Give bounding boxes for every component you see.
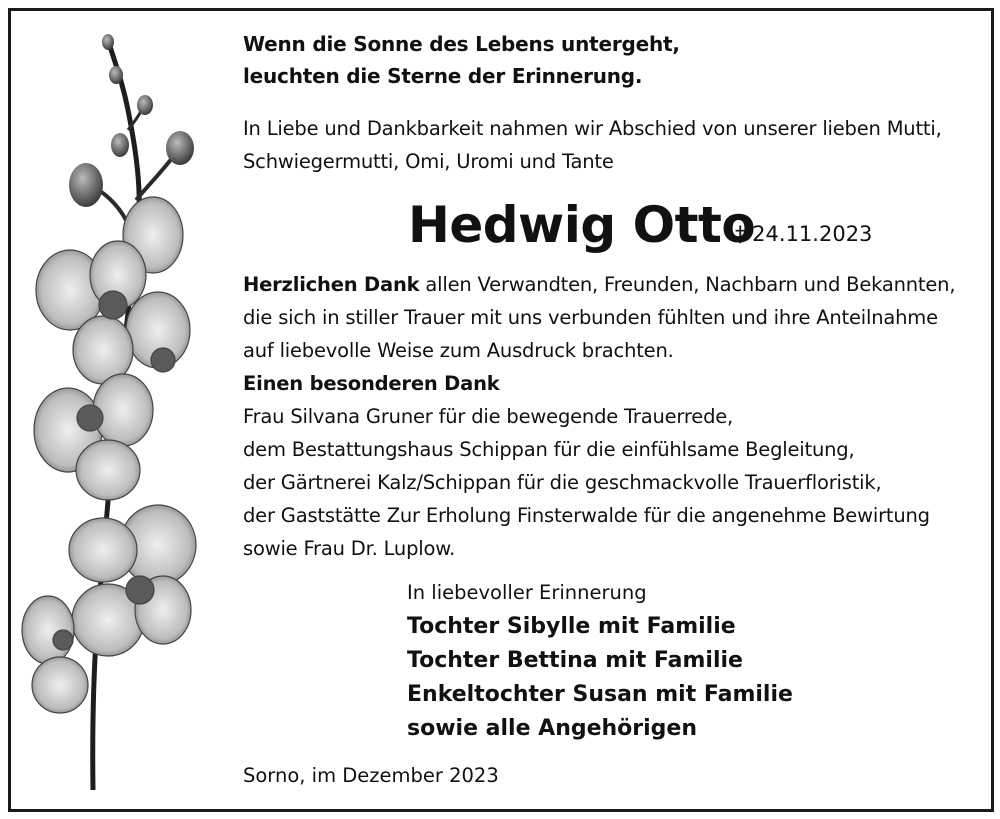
thanks-lead: Herzlichen Dank <box>243 273 420 296</box>
thanks-rest: allen Verwandten, Freunden, Nachbarn und Bekannten, <box>419 273 956 296</box>
thanks-line: auf liebevolle Weise zum Ausdruck brachten. <box>243 339 674 362</box>
orchid-illustration <box>8 30 208 790</box>
signature-lead: In liebevoller Erinnerung <box>407 581 647 604</box>
family-line: Tochter Sibylle mit Familie <box>407 614 736 639</box>
motto-line: leuchten die Sterne der Erinnerung. <box>243 64 643 88</box>
special-thanks-line: dem Bestattungshaus Schippan für die einfühlsame Begleitung, <box>243 438 855 461</box>
special-thanks-line: der Gärtnerei Kalz/Schippan für die geschmackvolle Trauerfloristik, <box>243 471 882 494</box>
death-date: † 24.11.2023 <box>735 222 873 246</box>
special-thanks-line: der Gaststätte Zur Erholung Finsterwalde für die angenehme Bewirtung <box>243 504 930 527</box>
deceased-name: Hedwig Otto <box>408 196 756 254</box>
thanks-section <box>243 268 955 565</box>
thanks-line: die sich in stiller Trauer mit uns verbunden fühlten und ihre Anteilnahme <box>243 306 938 329</box>
place-date: Sorno, im Dezember 2023 <box>243 764 499 787</box>
motto-line: Wenn die Sonne des Lebens untergeht, <box>243 32 680 56</box>
special-thanks-heading: Einen besonderen Dank <box>243 372 500 395</box>
intro-line: Schwiegermutti, Omi, Uromi und Tante <box>243 150 614 173</box>
intro-line: In Liebe und Dankbarkeit nahmen wir Abschied von unserer lieben Mutti, <box>243 117 942 140</box>
family-line: Tochter Bettina mit Familie <box>407 648 743 673</box>
intro <box>243 112 942 178</box>
family-line: Enkeltochter Susan mit Familie <box>407 682 793 707</box>
special-thanks-line: sowie Frau Dr. Luplow. <box>243 537 456 560</box>
thanks-line <box>243 268 955 301</box>
signature-block <box>407 576 793 746</box>
motto <box>243 28 680 92</box>
special-thanks-line: Frau Silvana Gruner für die bewegende Trauerrede, <box>243 405 734 428</box>
family-line: sowie alle Angehörigen <box>407 716 698 741</box>
